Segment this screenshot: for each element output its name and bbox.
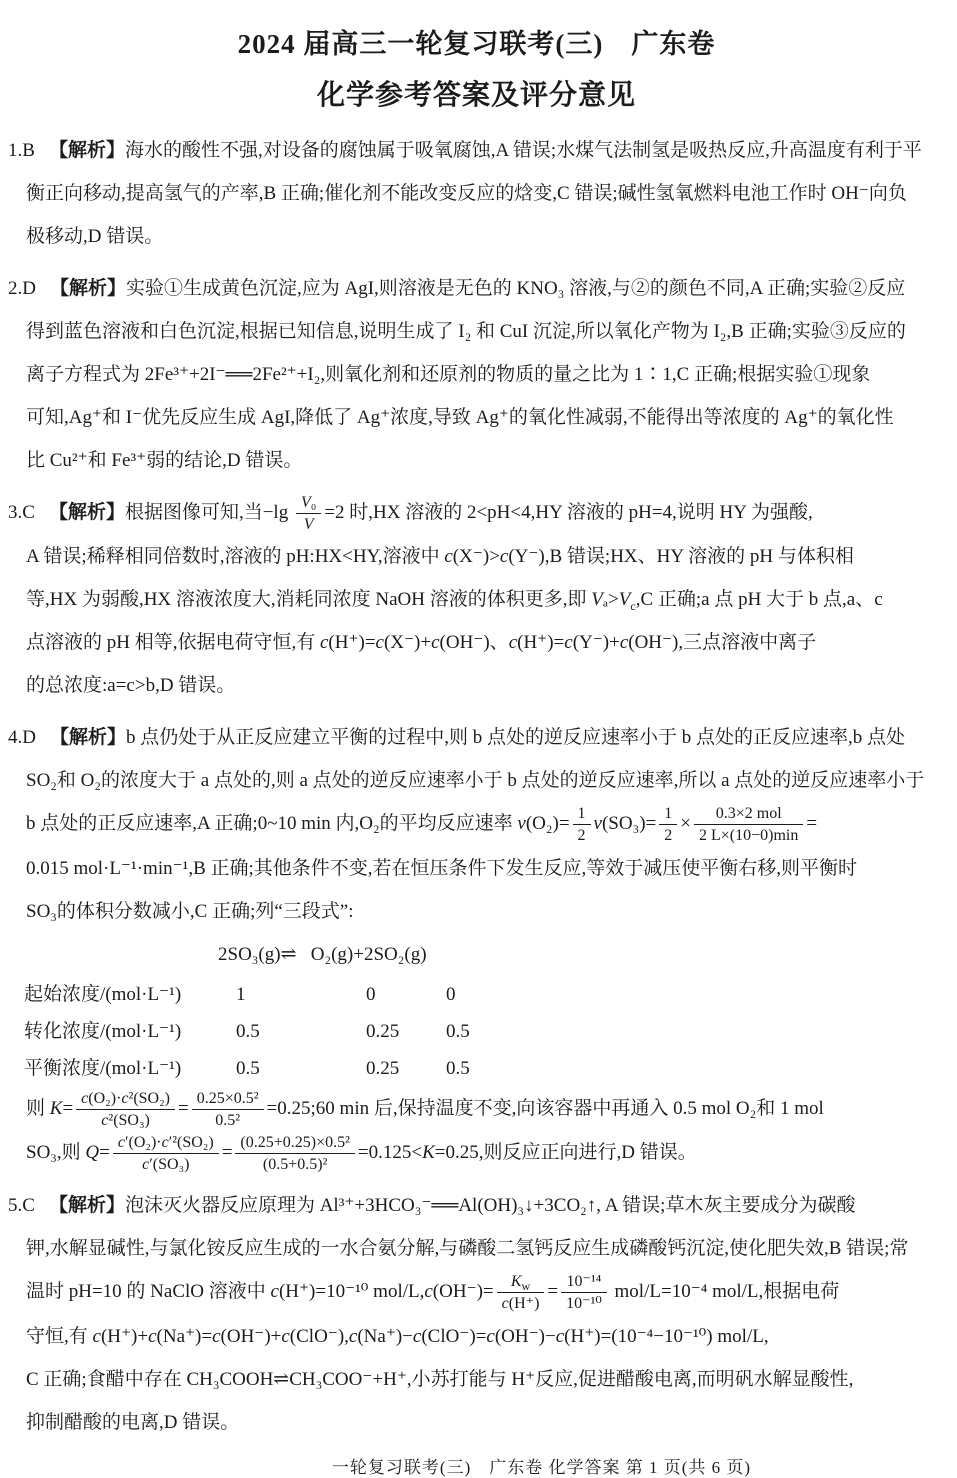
answer-number: 4.D (8, 727, 36, 749)
answer-line (8, 310, 945, 353)
fraction-denominator: 2 (577, 827, 586, 845)
fraction-denominator: c(H⁺) (501, 1295, 540, 1313)
ice-table-cell: 1 (236, 983, 246, 1005)
answer-line (8, 172, 945, 215)
answer-number: 1.B (8, 140, 35, 161)
answer-line (8, 1315, 945, 1358)
text-run: 的总浓度:a=c>b,D 错误。 (26, 675, 236, 697)
text-run: 点溶液的 pH 相等,依据电荷守恒,有 c(H⁺)=c(X⁻)+c(OH⁻)、c(H⁺)=c(Y⁻)+c(OH⁻),三点溶液中离子 (26, 632, 817, 654)
fraction (573, 803, 591, 846)
answer-line (8, 1184, 945, 1227)
ice-table-row (8, 1013, 945, 1050)
text-run: C 正确;食醋中存在 CH₃COOH⇌CH₃COO⁻+H⁺,小苏打能与 H⁺反应,促进醋酸电离,而明矾水解显酸性, (26, 1368, 854, 1390)
ice-table-cell: 平衡浓度/(mol·L⁻¹) (24, 1057, 182, 1079)
fraction (497, 1271, 545, 1314)
answer-item (8, 267, 945, 482)
answer-line (8, 1131, 945, 1175)
answer-line (8, 759, 945, 802)
ice-table-cell: 0 (366, 983, 376, 1005)
ice-table-row (8, 976, 945, 1013)
fraction-denominator: 2 (664, 827, 673, 845)
answer-line (8, 621, 945, 664)
text-run: = (547, 1281, 559, 1303)
fraction-numerator: 0.25×0.5² (192, 1088, 264, 1110)
answer-line (8, 267, 945, 310)
page-footer: 一轮复习联考(三) 广东卷 化学答案 第 1 页(共 6 页) (331, 1457, 752, 1477)
fraction-numerator: c′(O₂)·c′²(SO₂) (113, 1132, 219, 1154)
analysis-tag: 【解析】 (48, 1195, 125, 1217)
fraction (694, 803, 803, 846)
answer-line (8, 578, 945, 621)
answer-number: 3.C (8, 502, 35, 523)
answer-item (8, 716, 945, 1175)
fraction-numerator: 1 (659, 803, 677, 825)
fraction-denominator: V (303, 516, 314, 534)
text-run: 等,HX 为弱酸,HX 溶液浓度大,消耗同浓度 NaOH 溶液的体积更多,即 $V_a>V_c,C$ 正确;a 点 pH 大于 b 点,a、c (26, 589, 883, 614)
fraction-denominator: (0.5+0.5)² (262, 1156, 328, 1174)
answer-item (8, 491, 945, 707)
answer-line (8, 664, 945, 707)
fraction-numerator: 0.3×2 mol (694, 803, 803, 825)
text-run: = (221, 1141, 233, 1163)
ice-table-cell: 0.5 (446, 1020, 470, 1042)
fraction-denominator: c²(SO₃) (101, 1111, 150, 1129)
text-run: =0.125<K=0.25,则反应正向进行,D 错误。 (357, 1141, 697, 1163)
fraction-numerator: 1 (573, 803, 591, 825)
text-run: mol/L=10⁻⁴ mol/L,根据电荷 (609, 1281, 840, 1303)
answer-line (8, 535, 945, 578)
fraction-numerator: $K_w$ (497, 1271, 545, 1293)
ice-table-cell: 0.25 (366, 1020, 400, 1042)
text-run: × (680, 813, 691, 835)
text-run: 可知,Ag⁺和 I⁻优先反应生成 AgI,降低了 Ag⁺浓度,导致 Ag⁺的氧化性减弱,不能得出等浓度的 Ag⁺的氧化性 (26, 407, 894, 428)
text-run: =0.25;60 min 后,保持温度不变,向该容器中再通入 0.5 mol O₂和 1 mol (266, 1097, 824, 1119)
answer-line (8, 1087, 945, 1131)
page-title: 2024 届高三一轮复习联考(三) 广东卷 (237, 29, 716, 59)
answer-item (8, 129, 945, 258)
page-subtitle: 化学参考答案及评分意见 (316, 80, 636, 111)
text-run: SO₃,则 Q= (26, 1141, 110, 1163)
answer-line (8, 396, 945, 439)
analysis-tag: 【解析】 (48, 140, 125, 161)
text-run: = (178, 1097, 189, 1119)
answer-item (8, 1184, 945, 1443)
fraction-numerator: 10⁻¹⁴ (561, 1271, 607, 1293)
answer-line (8, 215, 945, 258)
answer-line (8, 129, 945, 172)
ice-table-cell: 0 (446, 983, 456, 1005)
text-run: b 点处的正反应速率,A 正确;0~10 min 内,O₂的平均反应速率 v(O₂)= (26, 813, 570, 835)
text-run: = (806, 813, 818, 835)
answer-line (8, 1270, 945, 1314)
fraction-denominator: 10⁻¹⁰ (566, 1295, 602, 1313)
text-run: 温时 pH=10 的 NaClO 溶液中 c(H⁺)=10⁻¹⁰ mol/L,c(OH⁻)= (26, 1281, 494, 1303)
answer-number: 5.C (8, 1195, 35, 1217)
ice-table-cell: 转化浓度/(mol·L⁻¹) (24, 1020, 182, 1042)
text-run: SO₂和 O₂的浓度大于 a 点处的,则 a 点处的逆反应速率小于 b 点处的逆反应速率,所以 a 点处的逆反应速率小于 (26, 770, 925, 792)
text-run: 比 Cu²⁺和 Fe³⁺弱的结论,D 错误。 (26, 450, 303, 471)
text-run: SO₃的体积分数减小,C 正确;列“三段式”: (26, 900, 354, 922)
text-run: 0.015 mol·L⁻¹·min⁻¹,B 正确;其他条件不变,若在恒压条件下发生反应,等效于减压使平衡右移,则平衡时 (26, 857, 858, 879)
text-run: b 点仍处于从正反应建立平衡的过程中,则 b 点处的逆反应速率小于 b 点处的正反应速率,b 点处 (126, 727, 906, 749)
analysis-tag: 【解析】 (48, 502, 125, 523)
text-run: 2SO₃(g)⇌ O₂(g)+2SO₂(g) (218, 943, 427, 965)
ice-table-cell: 0.5 (446, 1057, 470, 1079)
fraction (76, 1088, 175, 1131)
answer-line (8, 1227, 945, 1270)
answer-line (8, 847, 945, 890)
answer-line (8, 1401, 945, 1444)
fraction (561, 1271, 607, 1314)
ice-table-cell: 0.25 (366, 1057, 400, 1079)
ice-table-cell: 0.5 (236, 1057, 260, 1079)
text-run: 抑制醋酸的电离,D 错误。 (26, 1411, 240, 1433)
ice-table-row (8, 1050, 945, 1087)
text-run: v(SO₃)= (593, 813, 657, 835)
answers-section (8, 129, 945, 1444)
answer-line (8, 802, 945, 846)
answer-line (8, 890, 945, 933)
text-run: 极移动,D 错误。 (26, 226, 164, 247)
analysis-tag: 【解析】 (49, 727, 126, 749)
answer-line (8, 491, 945, 535)
fraction (113, 1132, 219, 1175)
text-run: 根据图像可知,当−lg (124, 502, 293, 523)
answer-line (8, 1358, 945, 1401)
equation-line (8, 933, 945, 976)
fraction-denominator: c′(SO₃) (142, 1156, 190, 1174)
text-run: 得到蓝色溶液和白色沉淀,根据已知信息,说明生成了 I₂ 和 CuI 沉淀,所以氧化产物为 I₂,B 正确;实验③反应的 (26, 321, 906, 342)
fraction (296, 492, 321, 535)
text-run: 则 K= (26, 1097, 74, 1119)
answer-line (8, 353, 945, 396)
fraction-numerator: V₀ (296, 492, 321, 514)
ice-table-cell: 0.5 (236, 1020, 260, 1042)
ice-table-cell: 起始浓度/(mol·L⁻¹) (24, 983, 182, 1005)
fraction (659, 803, 677, 846)
fraction (192, 1088, 264, 1131)
text-run: =2 时,HX 溶液的 2<pH<4,HY 溶液的 pH=4,说明 HY 为强酸, (324, 502, 813, 523)
analysis-tag: 【解析】 (49, 278, 126, 299)
fraction-denominator: 0.5² (215, 1111, 241, 1129)
fraction-denominator: 2 L×(10−0)min (699, 827, 799, 845)
text-run: 钾,水解显碱性,与氯化铵反应生成的一水合氨分解,与磷酸二氢钙反应生成磷酸钙沉淀,使化肥失效,B 错误;常 (26, 1238, 909, 1260)
fraction-numerator: c(O₂)·c²(SO₂) (76, 1088, 175, 1110)
text-run: A 错误;稀释相同倍数时,溶液的 pH:HX<HY,溶液中 c(X⁻)>c(Y⁻),B 错误;HX、HY 溶液的 pH 与体积相 (26, 546, 854, 568)
text-run: 守恒,有 c(H⁺)+c(Na⁺)=c(OH⁻)+c(ClO⁻),c(Na⁺)−c(ClO⁻)=c(OH⁻)−c(H⁺)=(10⁻⁴−10⁻¹⁰) mol/L, (26, 1325, 769, 1347)
text-run: 泡沫灭火器反应原理为 Al³⁺+3HCO₃⁻══Al(OH)₃↓+3CO₂↑, A 错误;草木灰主要成分为碳酸 (124, 1195, 856, 1217)
answer-line (8, 716, 945, 759)
answer-number: 2.D (8, 278, 36, 299)
fraction (235, 1132, 355, 1175)
text-run: 离子方程式为 2Fe³⁺+2I⁻══2Fe²⁺+I₂,则氧化剂和还原剂的物质的量之比为 1∶1,C 正确;根据实验①现象 (26, 364, 871, 385)
text-run: 衡正向移动,提高氢气的产率,B 正确;催化剂不能改变反应的焓变,C 错误;碱性氢氧燃料电池工作时 OH⁻向负 (26, 183, 907, 204)
answer-line (8, 439, 945, 482)
text-run: 实验①生成黄色沉淀,应为 AgI,则溶液是无色的 KNO₃ 溶液,与②的颜色不同,A 正确;实验②反应 (126, 278, 906, 299)
text-run: 海水的酸性不强,对设备的腐蚀属于吸氧腐蚀,A 错误;水煤气法制氢是吸热反应,升高温度有利于平 (124, 140, 922, 161)
fraction-numerator: (0.25+0.25)×0.5² (235, 1132, 355, 1154)
